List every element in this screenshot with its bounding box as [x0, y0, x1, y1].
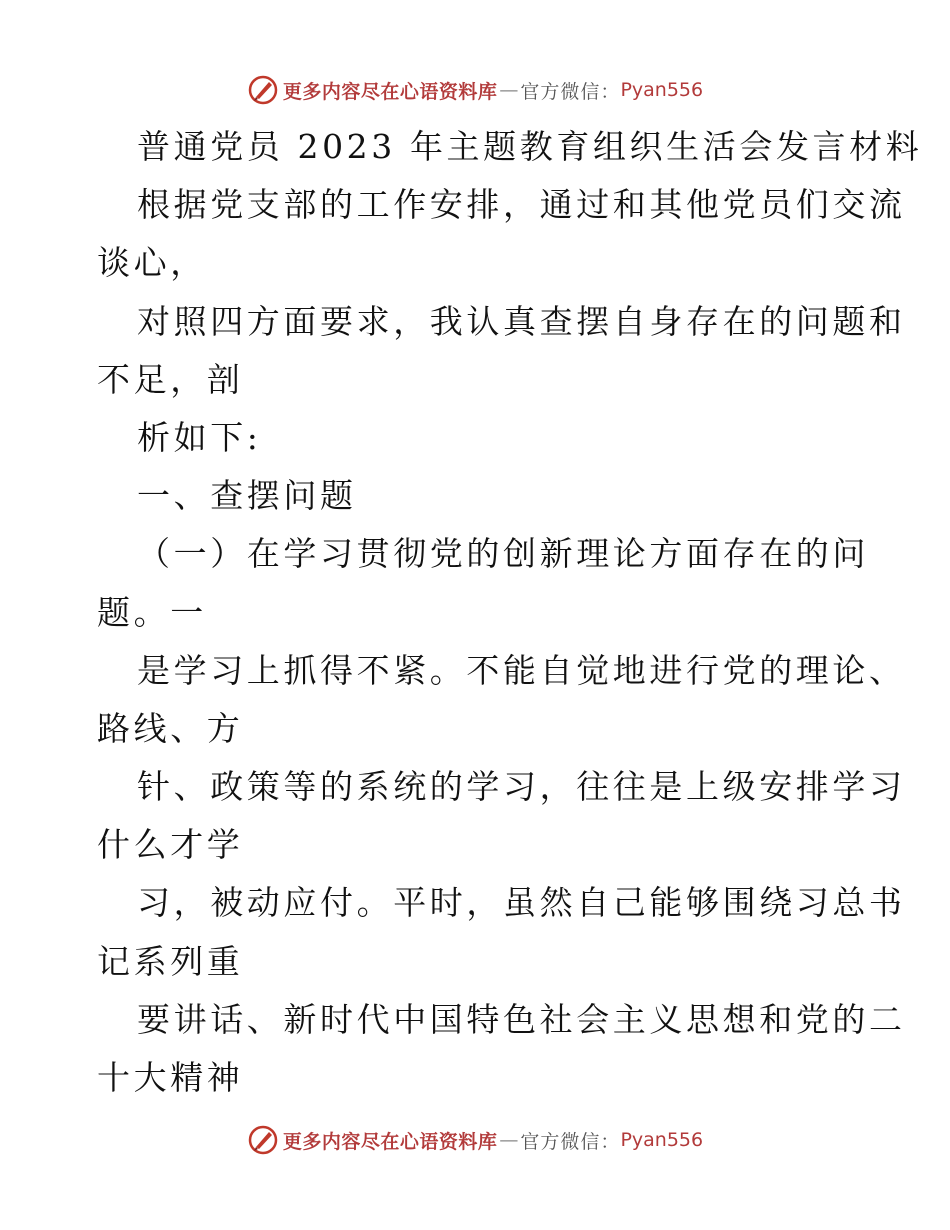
paragraph-line: 是学习上抓得不紧。不能自觉地进行党的理论、 — [137, 650, 906, 690]
quill-pen-logo-icon — [247, 1124, 279, 1156]
watermark-site-text: 更多内容尽在心语资料库 — [282, 1130, 498, 1153]
watermark-wechat-id: Pyan556 — [620, 1129, 704, 1151]
watermark-wechat-id: Pyan556 — [620, 79, 704, 101]
paragraph-line: 十大精神 — [97, 1058, 244, 1097]
paragraph-line: 对照四方面要求，我认真查摆自身存在的问题和 — [137, 301, 906, 341]
watermark-site-text: 更多内容尽在心语资料库 — [282, 80, 498, 103]
paragraph-line: 谈心， — [97, 243, 207, 283]
watermark-dash: — — [499, 1129, 519, 1151]
paragraph-line: 针、政策等的系统的学习，往往是上级安排学习 — [137, 767, 906, 807]
section-heading: 一、查摆问题 — [137, 476, 357, 516]
footer-watermark — [0, 1122, 950, 1158]
watermark-dash: — — [499, 79, 519, 101]
paragraph-line: 析如下: — [137, 417, 262, 457]
paragraph-line: 不足，剖 — [97, 359, 244, 399]
paragraph-line: 习，被动应付。平时，虽然自己能够围绕习总书 — [137, 883, 906, 923]
paragraph-line: 要讲话、新时代中国特色社会主义思想和党的二 — [137, 999, 906, 1039]
watermark-wechat-label: 官方微信： — [520, 1130, 621, 1153]
header-watermark — [0, 72, 950, 108]
document-title: 普通党员 2023 年主题教育组织生活会发言材料 — [137, 127, 923, 166]
watermark-wechat-label: 官方微信： — [520, 80, 621, 103]
document-body — [97, 118, 923, 1107]
quill-pen-logo-icon — [247, 74, 279, 106]
paragraph-line: 记系列重 — [97, 941, 244, 981]
paragraph-line: 路线、方 — [97, 708, 244, 748]
paragraph-line: 根据党支部的工作安排，通过和其他党员们交流 — [137, 185, 906, 225]
paragraph-line: 题。一 — [97, 592, 207, 632]
paragraph-line: 什么才学 — [97, 825, 244, 865]
subsection-heading: （一）在学习贯彻党的创新理论方面存在的问 — [137, 534, 869, 574]
